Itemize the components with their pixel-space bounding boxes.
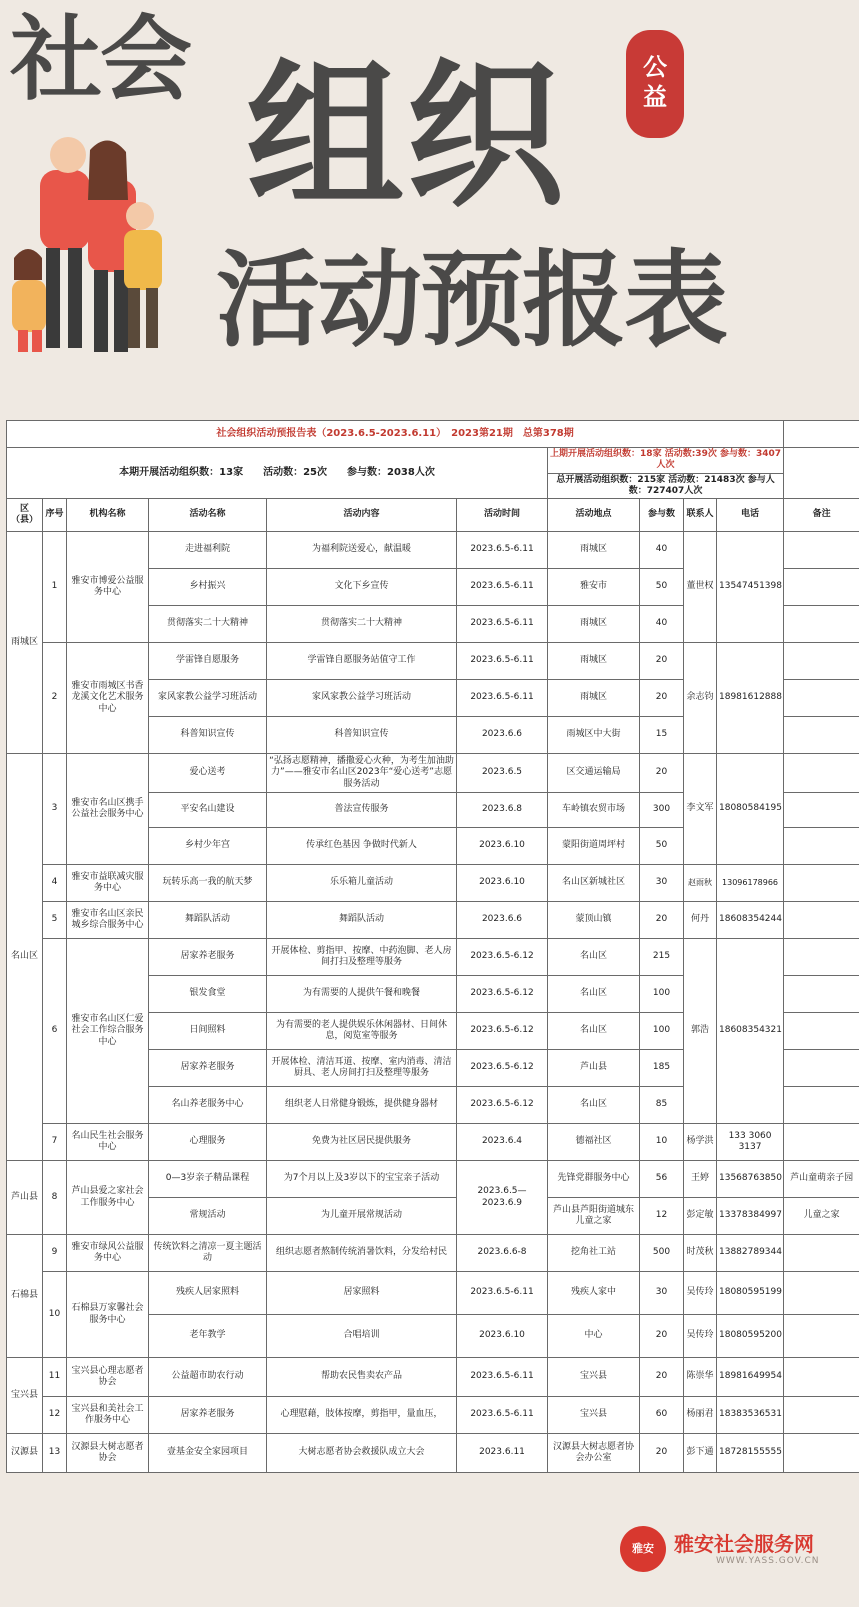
org-cell: 雅安市绿风公益服务中心 <box>67 1235 149 1272</box>
activity-cell: 残疾人居家照料 <box>149 1272 267 1315</box>
content-cell: 为儿童开展常规活动 <box>267 1198 457 1235</box>
place-cell: 宝兴县 <box>548 1397 640 1434</box>
time-cell: 2023.6.6 <box>457 717 548 754</box>
time-cell: 2023.6.5-6.11 <box>457 1358 548 1397</box>
activity-cell: 居家养老服务 <box>149 1050 267 1087</box>
content-cell: 帮助农民售卖农产品 <box>267 1358 457 1397</box>
table-row <box>7 1358 859 1397</box>
content-cell: 为有需要的老人提供娱乐休闲器材、日间休息，阅览室等服务 <box>267 1013 457 1050</box>
content-cell: 文化下乡宣传 <box>267 569 457 606</box>
header-cell: 参与数 <box>640 499 684 532</box>
contact-cell: 王婷 <box>684 1161 717 1198</box>
time-cell: 2023.6.5-6.11 <box>457 606 548 643</box>
content-cell: 为7个月以上及3岁以下的宝宝亲子活动 <box>267 1161 457 1198</box>
contact-cell: 董世权 <box>684 532 717 643</box>
place-cell: 雅安市 <box>548 569 640 606</box>
phone-cell: 18728155555 <box>717 1434 784 1473</box>
header-cell: 区（县） <box>7 499 43 532</box>
total-stats: 总开展活动组织数：215家 活动数：21483次 参与人数：727407人次 <box>548 473 784 499</box>
count-cell: 30 <box>640 1272 684 1315</box>
content-cell: 家风家教公益学习班活动 <box>267 680 457 717</box>
place-cell: 雨城区 <box>548 532 640 569</box>
count-cell: 20 <box>640 1434 684 1473</box>
content-cell: 免费为社区居民提供服务 <box>267 1124 457 1161</box>
content-cell: 组织志愿者熬制传统消暑饮料，分发给村民 <box>267 1235 457 1272</box>
time-cell: 2023.6.8 <box>457 793 548 828</box>
place-cell: 名山区 <box>548 1087 640 1124</box>
count-cell: 215 <box>640 939 684 976</box>
count-cell: 20 <box>640 643 684 680</box>
seq-cell: 11 <box>43 1358 67 1397</box>
org-cell: 雅安市名山区亲民城乡综合服务中心 <box>67 902 149 939</box>
content-cell: 合唱培训 <box>267 1315 457 1358</box>
place-cell: 雨城区 <box>548 643 640 680</box>
count-cell: 20 <box>640 1358 684 1397</box>
content-cell: 普法宣传服务 <box>267 793 457 828</box>
count-cell: 10 <box>640 1124 684 1161</box>
place-cell: 芦山县芦阳街道城东儿童之家 <box>548 1198 640 1235</box>
site-domain: WWW.YASS.GOV.CN <box>716 1556 820 1566</box>
place-cell: 雨城区 <box>548 606 640 643</box>
activity-cell: 家风家教公益学习班活动 <box>149 680 267 717</box>
seq-cell: 7 <box>43 1124 67 1161</box>
activity-cell: 科普知识宣传 <box>149 717 267 754</box>
place-cell: 残疾人家中 <box>548 1272 640 1315</box>
time-cell: 2023.6.5-6.11 <box>457 643 548 680</box>
content-cell: 开展体检、剪指甲、按摩、中药泡脚、老人房间打扫及整理等服务 <box>267 939 457 976</box>
header-cell: 序号 <box>43 499 67 532</box>
activity-cell: 玩转乐高一我的航天梦 <box>149 865 267 902</box>
content-cell: 乐乐箱儿童活动 <box>267 865 457 902</box>
time-cell: 2023.6.5-6.12 <box>457 1013 548 1050</box>
activity-cell: 心理服务 <box>149 1124 267 1161</box>
phone-cell: 18608354244 <box>717 902 784 939</box>
time-cell: 2023.6.6-8 <box>457 1235 548 1272</box>
activity-cell: 老年教学 <box>149 1315 267 1358</box>
table-row <box>7 754 859 793</box>
time-cell: 2023.6.5-6.12 <box>457 976 548 1013</box>
seq-cell: 12 <box>43 1397 67 1434</box>
header-cell: 联系人 <box>684 499 717 532</box>
activity-cell: 居家养老服务 <box>149 939 267 976</box>
seq-cell: 1 <box>43 532 67 643</box>
org-cell: 名山民生社会服务中心 <box>67 1124 149 1161</box>
seq-cell: 5 <box>43 902 67 939</box>
table-row <box>7 1434 859 1473</box>
gongyi-seal <box>626 30 684 138</box>
header-cell: 备注 <box>784 499 859 532</box>
note-cell <box>784 532 859 569</box>
note-cell <box>784 1358 859 1397</box>
activity-cell: 公益超市助农行动 <box>149 1358 267 1397</box>
table-row <box>7 1161 859 1198</box>
note-cell: 儿童之家 <box>784 1198 859 1235</box>
table-row <box>7 1124 859 1161</box>
place-cell: 名山区 <box>548 1013 640 1050</box>
org-cell: 芦山县爱之家社会工作服务中心 <box>67 1161 149 1235</box>
phone-cell: 13378384997 <box>717 1198 784 1235</box>
count-cell: 20 <box>640 754 684 793</box>
phone-cell: 13882789344 <box>717 1235 784 1272</box>
contact-cell: 杨学洪 <box>684 1124 717 1161</box>
table-row <box>7 1235 859 1272</box>
contact-cell: 何丹 <box>684 902 717 939</box>
content-cell: 居家照料 <box>267 1272 457 1315</box>
activity-cell: 贯彻落实二十大精神 <box>149 606 267 643</box>
place-cell: 蒙阳街道周坪村 <box>548 828 640 865</box>
place-cell: 中心 <box>548 1315 640 1358</box>
contact-cell: 时茂秋 <box>684 1235 717 1272</box>
note-cell: 芦山童萌亲子园 <box>784 1161 859 1198</box>
time-cell: 2023.6.11 <box>457 1434 548 1473</box>
contact-cell: 李文军 <box>684 754 717 865</box>
content-cell: 舞蹈队活动 <box>267 902 457 939</box>
phone-cell: 18981612888 <box>717 643 784 754</box>
org-cell: 雅安市益联减灾服务中心 <box>67 865 149 902</box>
content-cell: “弘扬志愿精神，播撒爱心火种，为考生加油助力”——雅安市名山区2023年“爱心送考”志愿服务活动 <box>267 754 457 793</box>
report-summary: 本期开展活动组织数：13家 活动数：25次 参与数：2038人次 <box>7 448 548 499</box>
org-cell: 雅安市雨城区书香龙溪文化艺术服务中心 <box>67 643 149 754</box>
place-cell: 先锋党群服务中心 <box>548 1161 640 1198</box>
place-cell: 汉源县大树志愿者协会办公室 <box>548 1434 640 1473</box>
place-cell: 区交通运输局 <box>548 754 640 793</box>
count-cell: 40 <box>640 532 684 569</box>
activity-cell: 银发食堂 <box>149 976 267 1013</box>
content-cell: 为有需要的人提供午餐和晚餐 <box>267 976 457 1013</box>
count-cell: 40 <box>640 606 684 643</box>
time-cell: 2023.6.5-6.11 <box>457 680 548 717</box>
activity-cell: 乡村少年宫 <box>149 828 267 865</box>
place-cell: 车岭镇农贸市场 <box>548 793 640 828</box>
time-cell: 2023.6.5-6.12 <box>457 1087 548 1124</box>
content-cell: 大树志愿者协会救援队成立大会 <box>267 1434 457 1473</box>
activity-cell: 舞蹈队活动 <box>149 902 267 939</box>
note-cell <box>784 643 859 680</box>
activity-cell: 日间照料 <box>149 1013 267 1050</box>
count-cell: 100 <box>640 1013 684 1050</box>
table-header <box>7 499 859 532</box>
table-row <box>7 939 859 976</box>
seq-cell: 9 <box>43 1235 67 1272</box>
count-cell: 20 <box>640 680 684 717</box>
contact-cell: 彭下通 <box>684 1434 717 1473</box>
header-cell: 电话 <box>717 499 784 532</box>
note-cell <box>784 865 859 902</box>
activity-cell: 传统饮料之清凉一夏主题活动 <box>149 1235 267 1272</box>
district-cell: 汉源县 <box>7 1434 43 1473</box>
count-cell: 50 <box>640 569 684 606</box>
content-cell: 学雷锋自愿服务站值守工作 <box>267 643 457 680</box>
count-cell: 100 <box>640 976 684 1013</box>
contact-cell: 赵雨秋 <box>684 865 717 902</box>
note-cell <box>784 1434 859 1473</box>
note-cell <box>784 754 859 793</box>
org-cell: 雅安市名山区携手公益社会服务中心 <box>67 754 149 865</box>
count-cell: 185 <box>640 1050 684 1087</box>
table-row <box>7 1397 859 1434</box>
time-cell: 2023.6.6 <box>457 902 548 939</box>
phone-cell: 13096178966 <box>717 865 784 902</box>
header-cell: 机构名称 <box>67 499 149 532</box>
time-cell: 2023.6.5-6.11 <box>457 569 548 606</box>
org-cell: 宝兴县和美社会工作服务中心 <box>67 1397 149 1434</box>
hero-title-line1: 社会 <box>10 6 191 113</box>
activity-report-table <box>6 420 859 1473</box>
activity-cell: 爱心送考 <box>149 754 267 793</box>
count-cell: 56 <box>640 1161 684 1198</box>
previous-period-stats: 上期开展活动组织数：18家 活动数:39次 参与数：3407人次 <box>548 448 784 474</box>
count-cell: 300 <box>640 793 684 828</box>
phone-cell: 133 3060 3137 <box>717 1124 784 1161</box>
table-row <box>7 865 859 902</box>
table-row <box>7 643 859 680</box>
contact-cell: 陈崇华 <box>684 1358 717 1397</box>
activity-cell: 走进福利院 <box>149 532 267 569</box>
seq-cell: 13 <box>43 1434 67 1473</box>
seal-char-2: 益 <box>643 83 667 111</box>
note-cell <box>784 1235 859 1272</box>
place-cell: 德福社区 <box>548 1124 640 1161</box>
phone-cell: 18080595200 <box>717 1315 784 1358</box>
district-cell: 石棉县 <box>7 1235 43 1358</box>
time-cell: 2023.6.10 <box>457 865 548 902</box>
phone-cell: 18981649954 <box>717 1358 784 1397</box>
activity-cell: 名山养老服务中心 <box>149 1087 267 1124</box>
seq-cell: 2 <box>43 643 67 754</box>
activity-cell: 居家养老服务 <box>149 1397 267 1434</box>
activity-cell: 0—3岁亲子精品课程 <box>149 1161 267 1198</box>
time-cell: 2023.6.5-6.11 <box>457 1272 548 1315</box>
note-cell <box>784 939 859 976</box>
hero-title-line2: 组织 <box>246 45 566 229</box>
count-cell: 20 <box>640 902 684 939</box>
seq-cell: 10 <box>43 1272 67 1358</box>
note-cell <box>784 1315 859 1358</box>
header-cell: 活动地点 <box>548 499 640 532</box>
place-cell: 名山区 <box>548 939 640 976</box>
count-cell: 15 <box>640 717 684 754</box>
time-cell: 2023.6.5-6.11 <box>457 532 548 569</box>
district-cell: 宝兴县 <box>7 1358 43 1434</box>
district-cell: 名山区 <box>7 754 43 1161</box>
content-cell: 科普知识宣传 <box>267 717 457 754</box>
place-cell: 名山区新城社区 <box>548 865 640 902</box>
table-row <box>7 902 859 939</box>
place-cell: 宝兴县 <box>548 1358 640 1397</box>
header-cell: 活动名称 <box>149 499 267 532</box>
count-cell: 60 <box>640 1397 684 1434</box>
note-cell <box>784 902 859 939</box>
seq-cell: 3 <box>43 754 67 865</box>
content-cell: 组织老人日常健身锻炼，提供健身器材 <box>267 1087 457 1124</box>
site-footer-logo <box>620 1518 859 1578</box>
time-cell: 2023.6.5—2023.6.9 <box>457 1161 548 1235</box>
place-cell: 蒙顶山镇 <box>548 902 640 939</box>
count-cell: 20 <box>640 1315 684 1358</box>
content-cell: 为福利院送爱心，献温暖 <box>267 532 457 569</box>
time-cell: 2023.6.10 <box>457 828 548 865</box>
note-cell <box>784 1124 859 1161</box>
content-cell: 心理慰藉，肢体按摩，剪指甲，量血压， <box>267 1397 457 1434</box>
note-cell <box>784 1397 859 1434</box>
phone-cell: 18080584195 <box>717 754 784 865</box>
org-cell: 宝兴县心理志愿者协会 <box>67 1358 149 1397</box>
seq-cell: 8 <box>43 1161 67 1235</box>
count-cell: 50 <box>640 828 684 865</box>
place-cell: 雨城区中大街 <box>548 717 640 754</box>
count-cell: 500 <box>640 1235 684 1272</box>
time-cell: 2023.6.5-6.12 <box>457 939 548 976</box>
report-title: 社会组织活动预报告表（2023.6.5-2023.6.11） 2023第21期 总第378期 <box>7 421 784 448</box>
org-cell: 雅安市名山区仁爱社会工作综合服务中心 <box>67 939 149 1124</box>
seq-cell: 6 <box>43 939 67 1124</box>
phone-cell: 13547451398 <box>717 532 784 643</box>
activity-cell: 平安名山建设 <box>149 793 267 828</box>
place-cell: 雨城区 <box>548 680 640 717</box>
note-cell <box>784 1272 859 1315</box>
time-cell: 2023.6.5-6.12 <box>457 1050 548 1087</box>
contact-cell: 吴传玲 <box>684 1272 717 1315</box>
count-cell: 30 <box>640 865 684 902</box>
site-brand-name: 雅安社会服务网 <box>674 1532 814 1556</box>
place-cell: 名山区 <box>548 976 640 1013</box>
header-cell: 活动时间 <box>457 499 548 532</box>
org-cell: 汉源县大树志愿者协会 <box>67 1434 149 1473</box>
header-cell: 活动内容 <box>267 499 457 532</box>
district-cell: 雨城区 <box>7 532 43 754</box>
count-cell: 85 <box>640 1087 684 1124</box>
contact-cell: 杨丽君 <box>684 1397 717 1434</box>
time-cell: 2023.6.10 <box>457 1315 548 1358</box>
time-cell: 2023.6.4 <box>457 1124 548 1161</box>
contact-cell: 郭浩 <box>684 939 717 1124</box>
hero-banner <box>0 0 859 425</box>
phone-cell: 13568763850 <box>717 1161 784 1198</box>
activity-cell: 常规活动 <box>149 1198 267 1235</box>
activity-cell: 乡村振兴 <box>149 569 267 606</box>
seal-char-1: 公 <box>643 53 667 81</box>
hero-title-line3: 活动预报表 <box>216 239 727 361</box>
phone-cell: 18608354321 <box>717 939 784 1124</box>
time-cell: 2023.6.5-6.11 <box>457 1397 548 1434</box>
content-cell: 开展体检、清洁耳道、按摩、室内消毒、清洁厨具、老人房间打扫及整理等服务 <box>267 1050 457 1087</box>
contact-cell: 吴传玲 <box>684 1315 717 1358</box>
phone-cell: 18080595199 <box>717 1272 784 1315</box>
table-row <box>7 532 859 569</box>
place-cell: 挖角社工站 <box>548 1235 640 1272</box>
content-cell: 贯彻落实二十大精神 <box>267 606 457 643</box>
phone-cell: 18383536531 <box>717 1397 784 1434</box>
time-cell: 2023.6.5 <box>457 754 548 793</box>
count-cell: 12 <box>640 1198 684 1235</box>
family-illustration <box>0 130 200 370</box>
district-cell: 芦山县 <box>7 1161 43 1235</box>
contact-cell: 余志钧 <box>684 643 717 754</box>
activity-cell: 壹基金安全家园项目 <box>149 1434 267 1473</box>
place-cell: 芦山县 <box>548 1050 640 1087</box>
table-row <box>7 1272 859 1315</box>
contact-cell: 彭定敏 <box>684 1198 717 1235</box>
org-cell: 石棉县万家馨社会服务中心 <box>67 1272 149 1358</box>
site-logo-icon: 雅安 <box>620 1526 666 1572</box>
org-cell: 雅安市博爱公益服务中心 <box>67 532 149 643</box>
content-cell: 传承红色基因 争做时代新人 <box>267 828 457 865</box>
activity-cell: 学雷锋自愿服务 <box>149 643 267 680</box>
seq-cell: 4 <box>43 865 67 902</box>
